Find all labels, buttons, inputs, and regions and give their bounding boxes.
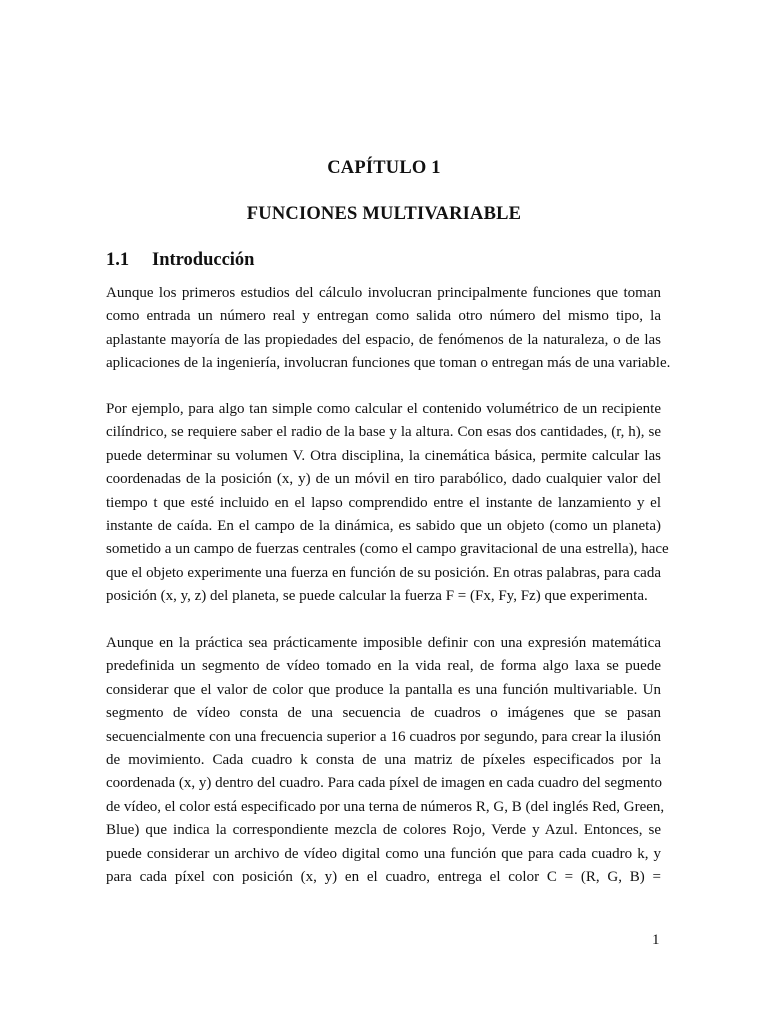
paragraph-line: sometido a un campo de fuerzas centrales (como el campo gravitacional de una estrella), hace — [106, 541, 669, 558]
paragraph-line: Aunque en la práctica sea prácticamente imposible definir con una expresión matemática — [106, 635, 661, 651]
section-heading — [106, 250, 254, 271]
paragraph-1 — [106, 282, 671, 376]
paragraph-line: puede considerar un archivo de vídeo digital como una función que para cada cuadro k, y — [106, 845, 661, 862]
paragraph-line: Blue) que indica la correspondiente mezcla de colores Rojo, Verde y Azul. Entonces, se — [106, 822, 661, 839]
paragraph-line: como entrada un número real y entregan como salida otro número del mismo tipo, la — [106, 308, 661, 325]
paragraph-2 — [106, 398, 669, 609]
page-number: 1 — [652, 932, 660, 948]
paragraph-line: tiempo t que esté incluido en el lapso comprendido entre el instante de lanzamiento y el — [106, 494, 661, 511]
paragraph-line: aplastante mayoría de las propiedades del espacio, de fenómenos de la naturaleza, o de las — [106, 331, 661, 348]
paragraph-line: para cada píxel con posición (x, y) en el cuadro, entrega el color C = (R, G, B) = — [106, 868, 661, 885]
paragraph-line: instante de caída. En el campo de la dinámica, es sabido que un objeto (como un planeta) — [106, 517, 661, 534]
chapter-title: FUNCIONES MULTIVARIABLE — [246, 204, 522, 224]
paragraph-line: coordenadas de la posición (x, y) de un móvil en tiro parabólico, dado cualquier valor del — [106, 471, 661, 488]
paragraph-line: de vídeo, el color está especificado por una terna de números R, G, B (del inglés Red, Green, — [106, 798, 665, 815]
section-title: Introducción — [152, 250, 255, 270]
paragraph-line: cilíndrico, se requiere saber el radio de la base y la altura. Con esas dos cantidades, (r, h), se — [106, 424, 661, 441]
paragraph-line: coordenada (x, y) dentro del cuadro. Para cada píxel de imagen en cada cuadro del segmento — [106, 775, 663, 792]
section-number: 1.1 — [106, 250, 130, 270]
paragraph-line: segmento de vídeo consta de una secuencia de cuadros o imágenes que se pasan — [106, 705, 661, 722]
paragraph-line: Aunque los primeros estudios del cálculo involucran principalmente funciones que toman — [106, 285, 661, 301]
paragraph-line: predefinida un segmento de vídeo tomado en la vida real, de forma algo laxa se puede — [106, 658, 661, 675]
paragraph-line: de movimiento. Cada cuadro k consta de una matriz de píxeles especificados por la — [106, 751, 661, 768]
paragraph-line: Por ejemplo, para algo tan simple como calcular el contenido volumétrico de un recipiente — [106, 401, 661, 417]
chapter-label: CAPÍTULO 1 — [327, 158, 441, 178]
paragraph-line: aplicaciones de la ingeniería, involucran funciones que toman o entregan más de una variable. — [106, 355, 671, 372]
paragraph-3 — [106, 632, 665, 889]
paragraph-line: secuencialmente con una frecuencia superior a 16 cuadros por segundo, para crear la ilusión — [106, 728, 661, 745]
paragraph-line: puede determinar su volumen V. Otra disciplina, la cinemática básica, permite calcular las — [106, 447, 661, 464]
paragraph-line: que el objeto experimente una fuerza en función de su posición. En otras palabras, para cada — [106, 564, 661, 581]
paragraph-line: posición (x, y, z) del planeta, se puede calcular la fuerza F = (Fx, Fy, Fz) que experimenta. — [106, 588, 648, 605]
paragraph-line: considerar que el valor de color que produce la pantalla es una función multivariable. Un — [106, 681, 661, 698]
